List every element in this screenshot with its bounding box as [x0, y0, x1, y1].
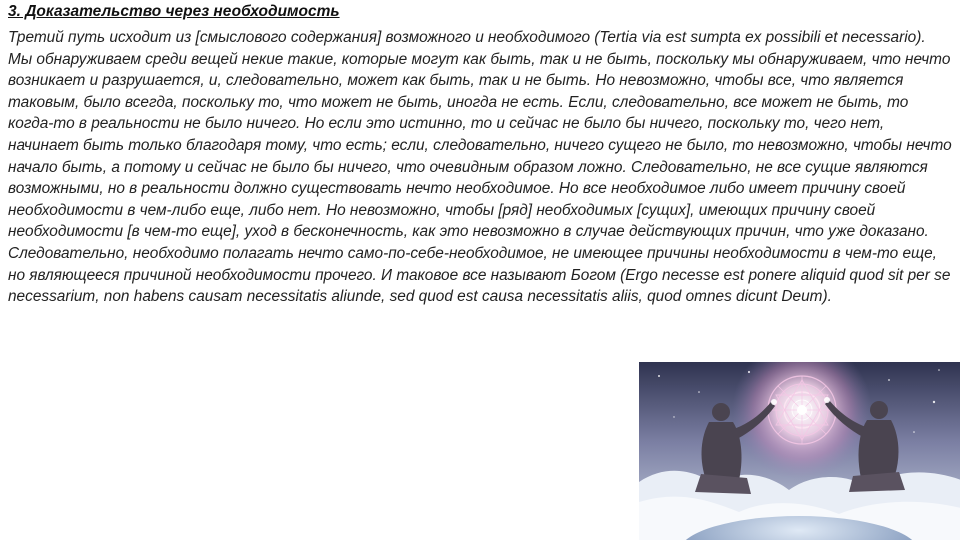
slide-title: 3. Доказательство через необходимость — [8, 3, 340, 20]
body-paragraph: Третий путь исходит из [смыслового содержания] возможного и необходимого (Tertia via est sumpta ex possibili et necessario). Мы обнаруживаем среди вещей некие такие, которые могут как быть, так и не быть, поскольку мы обнаруживаем, что нечто возникает и разрушается, и, следовательно, может как быть, так и не быть. Но невозможно, чтобы все, что является таковым, было всегда, поскольку то, что может не быть, иногда не есть. Если, следовательно, все может не быть, то когда-то в реальности не было ничего. Но если это истинно, то и сейчас не было бы ничего, поскольку то, чего нет, начинает быть только благодаря тому, что есть; если, следовательно, ничего сущего не было, то невозможно, чтобы нечто начало быть, а потому и сейчас не было бы ничего, что очевидным образом ложно. Следовательно, не все сущие являются возможными, но в реальности должно существовать нечто необходимое. Но все необходимое либо имеет причину своей необходимости в чем-либо еще, либо нет. Но невозможно, чтобы [ряд] необходимых [сущих], имеющих причину своей необходимости [в чем-то еще], уход в бесконечность, как это невозможно в случае действующих причин, что уже доказано. Следовательно, необходимо полагать нечто само-по-себе-необходимое, не имеющее причины необходимости в чем-то еще, но являющееся причиной необходимости прочего. И таковое все называют Богом (Ergo necesse est ponere aliquid quod sit per se necessarium, non habens causam necessitatis aliunde, sed quod est causa necessitatis aliis, quod omnes dicunt Deum). — [8, 29, 952, 306]
illustration-image — [639, 362, 960, 540]
cosmic-figures-icon — [639, 362, 960, 540]
